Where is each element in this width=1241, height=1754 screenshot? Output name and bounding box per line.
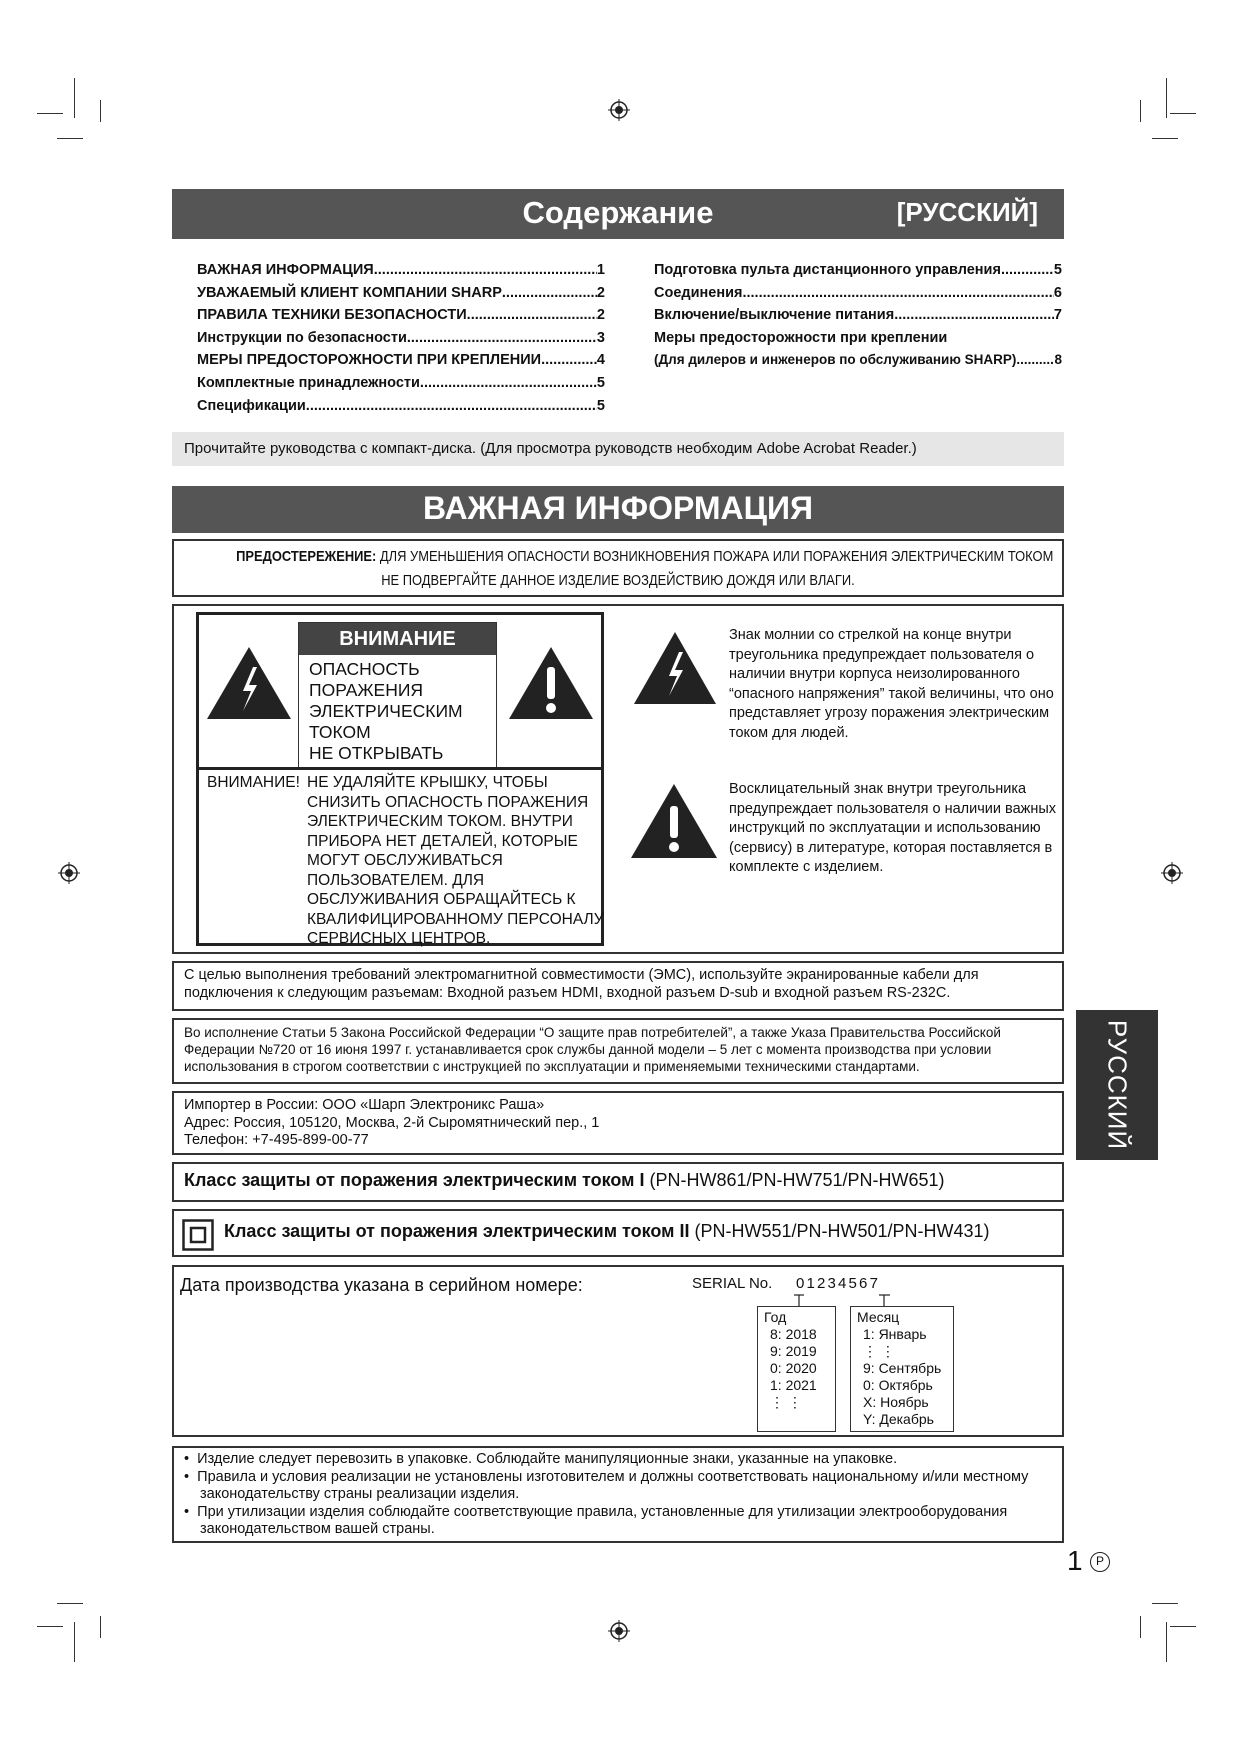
toc-entry[interactable]: (Для дилеров и инженеров по обслуживанию SHARP) ..... 8 — [654, 349, 1062, 372]
caution-head: ВНИМАНИЕ — [299, 623, 496, 655]
toc-entry[interactable]: Инструкции по безопасности ..... 3 — [197, 327, 605, 350]
exclamation-explanation: Восклицательный знак внутри треугольника предупреждает пользователя о наличии важных инструкций по эксплуатации и использованию (сервису) в литературе, которая поставляется в комплекте с изделием. — [729, 781, 1057, 875]
important-title: ВАЖНАЯ ИНФОРМАЦИЯ — [422, 490, 814, 526]
registration-mark-icon — [608, 1620, 630, 1642]
language-side-tab: РУССКИЙ — [1076, 1010, 1158, 1160]
page-mark-icon: P — [1090, 1552, 1110, 1572]
toc-entry[interactable]: ВАЖНАЯ ИНФОРМАЦИЯ ..... 1 — [197, 259, 605, 282]
warning-line-1: ПРЕДОСТЕРЕЖЕНИЕ: ДЛЯ УМЕНЬШЕНИЯ ОПАСНОСТИ ВОЗНИКНОВЕНИЯ ПОЖАРА ИЛИ ПОРАЖЕНИЯ ЭЛЕКТРИЧЕСКИМ ТОКОМ — [236, 548, 1054, 565]
importer-address: Адрес: Россия, 105120, Москва, 2-й Сыромятнический пер., 1 — [184, 1114, 600, 1131]
toc-entry[interactable]: УВАЖАЕМЫЙ КЛИЕНТ КОМПАНИИ SHARP ..... 2 — [197, 282, 605, 305]
exclamation-symbol-icon — [629, 782, 719, 860]
list-item: • Правила и условия реализации не установлены изготовителем и должны соответствовать национальному и/или местному законодательству страны реализации изделия. — [184, 1468, 1029, 1502]
toc-header — [172, 189, 1064, 239]
exclamation-warning-icon — [507, 645, 595, 721]
toc-entry[interactable]: Спецификации ..... 5 — [197, 395, 605, 418]
class-1-box: Класс защиты от поражения электрическим током I (PN-HW861/PN-HW751/PN-HW651) — [172, 1162, 1064, 1202]
toc-right-column — [654, 259, 1062, 372]
toc-entry[interactable]: Меры предосторожности при креплении — [654, 329, 948, 346]
importer-line: Импортер в России: ООО «Шарп Электроникс Раша» — [184, 1097, 545, 1113]
warning-box — [172, 539, 1064, 597]
serial-label: SERIAL No. — [692, 1275, 773, 1292]
caution-panel — [298, 622, 497, 770]
caution-lines: ОПАСНОСТЬ ПОРАЖЕНИЯ ЭЛЕКТРИЧЕСКИМ ТОКОМ НЕ ОТКРЫВАТЬ — [309, 659, 463, 763]
production-date-text: Дата производства указана в серийном номере: — [180, 1275, 583, 1295]
month-legend: Месяц 1: Январь ⋮ ⋮ 9: Сентябрь 0: Октябрь X: Ноябрь Y: Декабрь — [850, 1306, 954, 1432]
cd-note: Прочитайте руководства с компакт-диска. (Для просмотра руководств необходим Adobe Acrobat Reader.) — [172, 432, 1064, 466]
importer-box — [172, 1091, 1064, 1155]
lightning-explanation: Знак молнии со стрелкой на конце внутри треугольника предупреждает пользователя о наличии внутри корпуса неизолированного “опасного напряжения” такой величины, что оно представляет угрозу поражения электрическим током для людей. — [729, 627, 1054, 741]
toc-left-column — [197, 259, 605, 417]
registration-mark-icon — [608, 99, 630, 121]
toc-entry[interactable]: Включение/выключение питания ..... 7 — [654, 304, 1062, 327]
lightning-warning-icon — [205, 645, 293, 721]
lightning-symbol-icon — [632, 630, 718, 706]
caution-section — [172, 604, 1064, 954]
toc-entry[interactable]: Соединения ..... 6 — [654, 282, 1062, 305]
toc-entry[interactable]: ПРАВИЛА ТЕХНИКИ БЕЗОПАСНОСТИ ..... 2 — [197, 304, 605, 327]
law-note: Во исполнение Статьи 5 Закона Российской Федерации “О защите прав потребителей”, а также Указа Правительства Российской Федерации №720 от 16 июня 1997 г. устанавливается срок службы данной модели – 5 лет с момента производства при условии использования в строгом соответствии с инструкцией по эксплуатации и применяемыми техническими стандартами. — [172, 1018, 1064, 1084]
toc-entry[interactable]: Комплектные принадлежности ..... 5 — [197, 372, 605, 395]
serial-number: 0 1 2 3 4 5 6 7 — [796, 1275, 877, 1292]
emc-note: С целью выполнения требований электромагнитной совместимости (ЭМС), используйте экранированные кабели для подключения к следующим разъемам: Входной разъем HDMI, входной разъем D-sub и входной разъем RS-232C. — [172, 961, 1064, 1011]
toc-entry[interactable]: Подготовка пульта дистанционного управления ..... 5 — [654, 259, 1062, 282]
list-item: • При утилизации изделия соблюдайте соответствующие правила, установленные для утилизации электрооборудования законодательством вашей страны. — [184, 1503, 1008, 1537]
registration-mark-icon — [1161, 862, 1183, 884]
registration-mark-icon — [58, 862, 80, 884]
toc-entry[interactable]: МЕРЫ ПРЕДОСТОРОЖНОСТИ ПРИ КРЕПЛЕНИИ ..... 4 — [197, 349, 605, 372]
warning-line-2: НЕ ПОДВЕРГАЙТЕ ДАННОЕ ИЗДЕЛИЕ ВОЗДЕЙСТВИЮ ДОЖДЯ ИЛИ ВЛАГИ. — [381, 572, 855, 589]
importer-phone: Телефон: +7-495-899-00-77 — [184, 1132, 369, 1148]
list-item: • Изделие следует перевозить в упаковке. Соблюдайте манипуляционные знаки, указанные на упаковке. — [184, 1451, 898, 1467]
year-legend: Год 8: 2018 9: 2019 0: 2020 1: 2021 ⋮ ⋮ — [757, 1306, 836, 1432]
serial-section — [172, 1265, 1064, 1437]
page-number: 1 — [1067, 1545, 1083, 1576]
caution-label: ВНИМАНИЕ ОПАСНОСТЬ ПОРАЖЕНИЯ ЭЛЕКТРИЧЕСКИМ ТОКОМ НЕ ОТКРЫВАТЬ ВНИМАНИЕ! НЕ УДАЛЯЙТЕ КРЫШКУ, ЧТОБЫ СНИЗИТЬ ОПАСНОСТЬ ПОРАЖЕНИЯ ЭЛЕКТРИЧЕСКИМ ТОКОМ. ВНУТРИ ПРИБОРА НЕТ ДЕТАЛЕЙ, КОТОРЫЕ МОГУТ ОБСЛУЖИВАТЬСЯ ПОЛЬЗОВАТЕЛЕМ. ДЛЯ ОБСЛУЖИВАНИЯ ОБРАЩАЙТЕСЬ К КВАЛИФИЦИРОВАННОМУ ПЕРСОНАЛУ СЕРВИСНЫХ ЦЕНТРОВ. — [196, 612, 604, 946]
bullet-notes — [172, 1446, 1064, 1543]
language-label: [РУССКИЙ] — [896, 197, 1038, 227]
toc-title: Содержание — [522, 195, 714, 230]
important-header — [172, 486, 1064, 533]
class-2-box: Класс защиты от поражения электрическим током II (PN-HW551/PN-HW501/PN-HW431) — [172, 1209, 1064, 1257]
double-insulation-icon — [182, 1219, 214, 1251]
